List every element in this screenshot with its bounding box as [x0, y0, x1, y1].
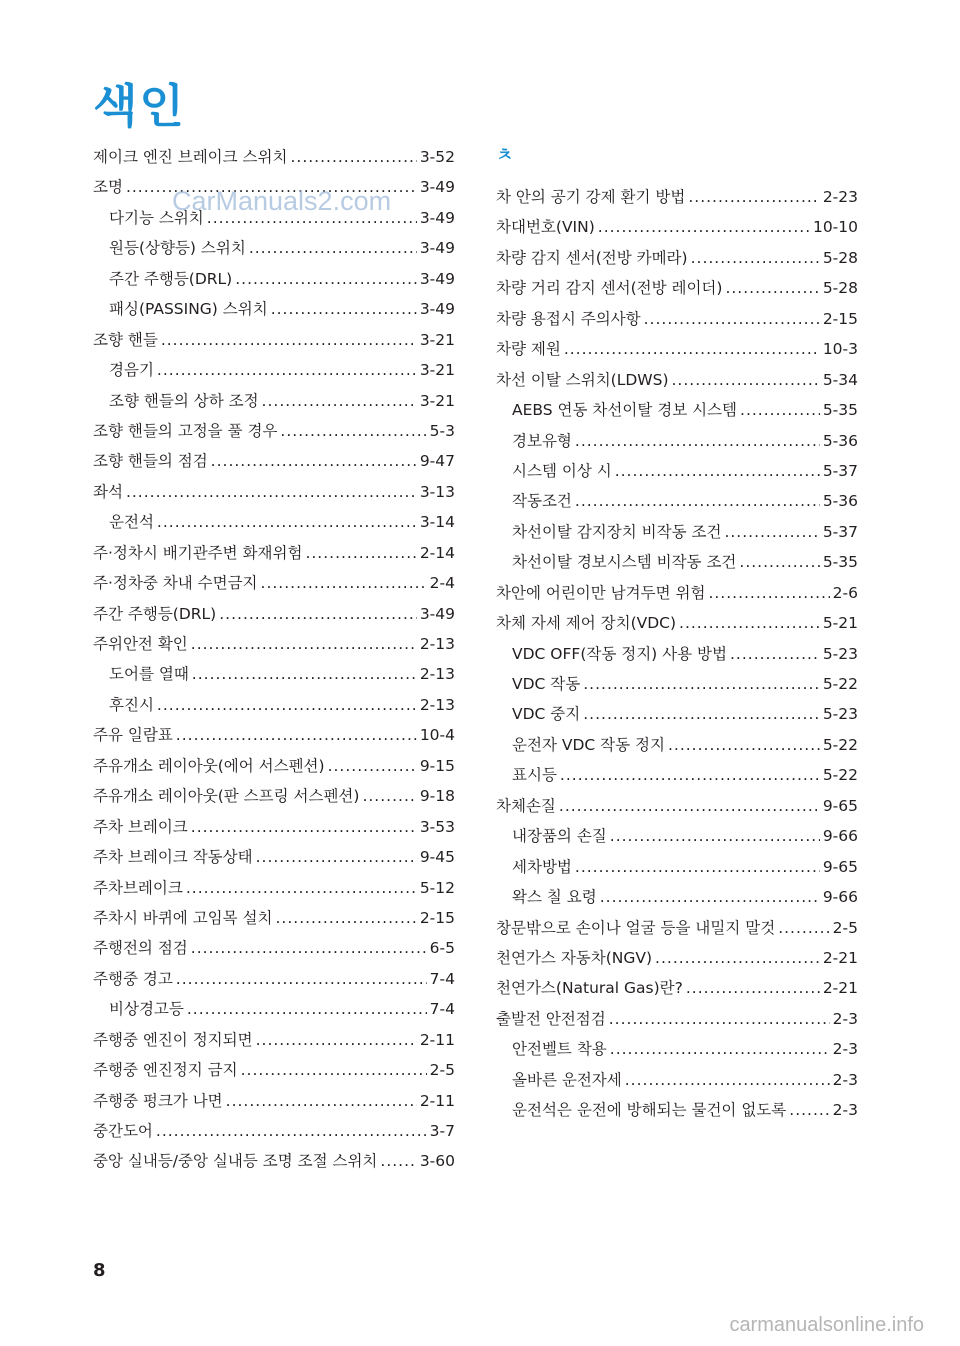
entry-page-ref: 2-15 [822, 309, 858, 328]
entry-page-ref: 6-5 [429, 939, 455, 958]
entry-label: 운전석 [109, 513, 154, 532]
entry-page-ref: 2-13 [419, 635, 455, 653]
entry-page-ref: 5-37 [822, 522, 858, 541]
dot-leader [725, 273, 819, 303]
entry-page-ref: 2-3 [832, 1070, 858, 1089]
entry-page-ref: 2-5 [832, 918, 858, 937]
entry-label: 원등(상향등) 스위치 [109, 239, 246, 258]
index-subentry [496, 821, 858, 851]
index-entry [496, 273, 858, 303]
index-entry [93, 964, 455, 994]
entry-label: 주행중 펑크가 나면 [93, 1091, 223, 1110]
entry-label: 차대번호(VIN) [496, 218, 595, 237]
index-entry [496, 608, 858, 638]
entry-page-ref: 5-28 [822, 279, 858, 298]
entry-label: 차량 감지 센서(전방 카메라) [496, 248, 688, 267]
dot-leader [672, 365, 820, 395]
index-subentry [496, 852, 858, 882]
entry-label: 주·정차시 배기관주변 화재위험 [93, 543, 303, 562]
entry-page-ref: 3-21 [419, 361, 455, 380]
dot-leader [575, 852, 820, 882]
dot-leader [187, 994, 427, 1024]
entry-page-ref: 3-53 [419, 817, 455, 836]
dot-leader [126, 477, 417, 507]
entry-page-ref: 2-23 [822, 188, 858, 206]
entry-label: AEBS 연동 차선이탈 경보 시스템 [512, 401, 738, 420]
entry-label: 차안에 어린이만 남겨두면 위험 [496, 583, 706, 602]
entry-page-ref: 2-11 [419, 1030, 455, 1049]
index-subentry [93, 690, 455, 720]
entry-page-ref: 2-5 [429, 1061, 455, 1080]
page-number: 8 [93, 1260, 106, 1281]
entry-page-ref: 5-34 [822, 370, 858, 389]
entry-label: 중간도어 [93, 1122, 153, 1140]
entry-label: 천연가스 자동차(NGV) [496, 948, 653, 967]
index-subentry [496, 1034, 858, 1064]
dot-leader [600, 882, 820, 912]
dot-leader [191, 933, 427, 963]
entry-label: 주간 주행등(DRL) [93, 604, 217, 623]
entry-label: 차량 제원 [496, 340, 561, 359]
entry-page-ref: 3-21 [419, 330, 455, 349]
entry-page-ref: 2-21 [822, 979, 858, 998]
entry-label: 운전석은 운전에 방해되는 물건이 없도록 [512, 1101, 787, 1120]
entry-label: 주차브레이크 [93, 878, 183, 897]
index-entry [93, 477, 455, 507]
entry-label: 차량 거리 감지 센서(전방 레이더) [496, 279, 723, 298]
entry-page-ref: 10-10 [812, 218, 858, 237]
entry-label: 올바른 운전자세 [512, 1070, 622, 1089]
index-entry [93, 568, 455, 598]
entry-label: 주유 일람표 [93, 726, 173, 745]
index-subentry [496, 395, 858, 425]
entry-page-ref: 5-23 [822, 644, 858, 663]
index-subentry [93, 659, 455, 689]
dot-leader [598, 212, 810, 242]
entry-label: 주행중 경고 [93, 969, 173, 988]
dot-leader [261, 568, 427, 598]
section-letter-heading: ㅊ [496, 145, 514, 166]
entry-label: 비상경고등 [109, 1000, 184, 1019]
entry-page-ref: 5-21 [822, 614, 858, 633]
dot-leader [740, 395, 820, 425]
entry-label: 주·정차중 차내 수면금지 [93, 574, 258, 593]
entry-page-ref: 2-3 [832, 1040, 858, 1059]
entry-label: 패싱(PASSING) 스위치 [109, 300, 268, 319]
index-entry [93, 142, 455, 172]
entry-label: 차량 용접시 주의사항 [496, 309, 641, 328]
dot-leader [560, 760, 820, 790]
index-subentry [496, 547, 858, 577]
entry-page-ref: 2-13 [419, 695, 455, 714]
entry-label: 조향 핸들의 고정을 풀 경우 [93, 421, 278, 440]
entry-page-ref: 3-7 [429, 1122, 455, 1140]
dot-leader [157, 507, 417, 537]
index-subentry [496, 426, 858, 456]
entry-page-ref: 9-65 [822, 796, 858, 815]
dot-leader [575, 486, 820, 516]
index-entry [496, 973, 858, 1003]
index-entry [496, 212, 858, 242]
entry-label: 제이크 엔진 브레이크 스위치 [93, 148, 288, 166]
entry-page-ref: 5-28 [822, 248, 858, 267]
entry-label: 차선이탈 경보시스템 비작동 조건 [512, 553, 737, 572]
entry-page-ref: 3-49 [419, 208, 455, 227]
dot-leader [191, 629, 417, 659]
dot-leader [186, 873, 417, 903]
entry-label: 차선 이탈 스위치(LDWS) [496, 370, 669, 389]
dot-leader [739, 547, 819, 577]
dot-leader [305, 538, 416, 568]
dot-leader [157, 690, 417, 720]
watermark-text: CarManuals2.com [172, 186, 392, 216]
index-subentry [496, 1095, 858, 1125]
index-entry [496, 304, 858, 334]
dot-leader [679, 608, 820, 638]
entry-label: VDC 작동 [512, 675, 581, 693]
entry-page-ref: 5-35 [822, 401, 858, 420]
index-column-right [496, 142, 858, 1126]
entry-page-ref: 5-22 [822, 735, 858, 754]
entry-label: 경음기 [109, 361, 154, 380]
index-subentry [93, 994, 455, 1024]
entry-label: 표시등 [512, 766, 557, 785]
entry-page-ref: 10-4 [419, 726, 455, 745]
index-subentry [496, 639, 858, 669]
entry-page-ref: 9-47 [419, 452, 455, 471]
dot-leader [156, 1116, 427, 1146]
index-entry [93, 1146, 455, 1176]
entry-page-ref: 3-49 [419, 239, 455, 258]
entry-page-ref: 3-14 [419, 513, 455, 532]
entry-label: 중앙 실내등/중앙 실내등 조명 조절 스위치 [93, 1152, 378, 1171]
index-entry [93, 781, 455, 811]
entry-page-ref: 2-21 [822, 948, 858, 967]
entry-label: 차체 자세 제어 장치(VDC) [496, 614, 677, 633]
index-subentry [93, 355, 455, 385]
index-entry [93, 842, 455, 872]
entry-label: 도어를 열때 [109, 665, 189, 684]
dot-leader [583, 699, 820, 729]
right-entries [496, 182, 858, 1126]
entry-label: 경보유형 [512, 431, 572, 450]
dot-leader [211, 446, 417, 476]
index-entry [93, 599, 455, 629]
index-entry [496, 943, 858, 973]
entry-label: 주유개소 레이아웃(에어 서스펜션) [93, 756, 325, 775]
dot-leader [691, 243, 820, 273]
entry-page-ref: 9-66 [822, 827, 858, 846]
dot-leader [328, 751, 417, 781]
index-entry [496, 365, 858, 395]
entry-page-ref: 5-22 [822, 675, 858, 693]
entry-label: 주행중 엔진정지 금지 [93, 1061, 238, 1080]
index-entry [496, 791, 858, 821]
entry-label: VDC 중지 [512, 705, 581, 724]
dot-leader [559, 791, 820, 821]
entry-label: 운전자 VDC 작동 정지 [512, 735, 665, 754]
dot-leader [610, 821, 820, 851]
dot-leader [191, 812, 417, 842]
dot-leader [219, 599, 417, 629]
entry-label: 조향 핸들의 점검 [93, 452, 208, 471]
entry-page-ref: 10-3 [822, 340, 858, 359]
dot-leader [262, 386, 417, 416]
dot-leader [362, 781, 416, 811]
index-subentry [496, 760, 858, 790]
dot-leader [615, 456, 820, 486]
footer-watermark: carmanualsonline.info [729, 1314, 924, 1336]
dot-leader [226, 1086, 417, 1116]
entry-label: 차체손질 [496, 796, 556, 815]
page-title: 색인 [93, 79, 186, 133]
entry-page-ref: 5-37 [822, 461, 858, 480]
dot-leader [249, 233, 417, 263]
entry-page-ref: 3-49 [419, 604, 455, 623]
entry-page-ref: 5-3 [429, 421, 455, 440]
index-subentry [93, 233, 455, 263]
dot-leader [256, 842, 417, 872]
entry-label: 세차방법 [512, 857, 572, 876]
dot-leader [564, 334, 820, 364]
entry-page-ref: 9-45 [419, 848, 455, 867]
dot-leader [583, 669, 820, 699]
entry-label: 조향 핸들의 상하 조정 [109, 391, 259, 410]
index-subentry [496, 730, 858, 760]
index-entry [496, 243, 858, 273]
dot-leader [708, 578, 829, 608]
index-column-left [93, 142, 455, 1177]
entry-page-ref: 3-49 [419, 300, 455, 319]
entry-page-ref: 9-66 [822, 888, 858, 907]
entry-label: 주차시 바퀴에 고임목 설치 [93, 908, 273, 927]
index-entry [93, 325, 455, 355]
entry-page-ref: 5-12 [419, 878, 455, 897]
dot-leader [235, 264, 417, 294]
entry-label: 차선이탈 감지장치 비작동 조건 [512, 522, 722, 541]
entry-page-ref: 3-49 [419, 178, 455, 197]
dot-leader [176, 720, 417, 750]
index-entry [93, 933, 455, 963]
index-entry [496, 1004, 858, 1034]
entry-label: 차 안의 공기 강제 환기 방법 [496, 188, 686, 206]
entry-page-ref: 5-22 [822, 766, 858, 785]
dot-leader [789, 1095, 829, 1125]
entry-label: 후진시 [109, 695, 154, 714]
dot-leader [380, 1146, 416, 1176]
dot-leader [290, 142, 416, 172]
index-subentry [496, 486, 858, 516]
dot-leader [688, 182, 819, 212]
index-subentry [496, 882, 858, 912]
index-entry [93, 903, 455, 933]
entry-label: 천연가스(Natural Gas)란? [496, 979, 683, 998]
entry-page-ref: 7-4 [429, 969, 455, 988]
index-subentry [93, 386, 455, 416]
entry-label: 주행전의 점검 [93, 939, 188, 958]
dot-leader [644, 304, 820, 334]
entry-page-ref: 5-36 [822, 431, 858, 450]
index-subentry [496, 456, 858, 486]
index-entry [496, 182, 858, 212]
entry-label: 조향 핸들 [93, 330, 158, 349]
index-subentry [496, 669, 858, 699]
dot-leader [157, 355, 417, 385]
entry-page-ref: 2-4 [429, 574, 455, 593]
entry-label: 왁스 칠 요령 [512, 888, 597, 907]
dot-leader [192, 659, 417, 689]
entry-page-ref: 9-18 [419, 787, 455, 806]
index-subentry [93, 264, 455, 294]
index-entry [496, 578, 858, 608]
dot-leader [625, 1065, 830, 1095]
dot-leader [176, 964, 427, 994]
entry-label: 출발전 안전점검 [496, 1009, 606, 1028]
index-entry [93, 416, 455, 446]
index-entry [93, 446, 455, 476]
dot-leader [276, 903, 417, 933]
dot-leader [575, 426, 820, 456]
index-entry [93, 1116, 455, 1146]
index-entry [496, 913, 858, 943]
entry-label: 안전벨트 착용 [512, 1040, 607, 1059]
index-entry [93, 751, 455, 781]
entry-label: VDC OFF(작동 정지) 사용 방법 [512, 644, 727, 663]
dot-leader [778, 913, 829, 943]
dot-leader [724, 517, 819, 547]
dot-leader [280, 416, 426, 446]
index-entry [93, 812, 455, 842]
dot-leader [730, 639, 820, 669]
dot-leader [610, 1034, 830, 1064]
entry-page-ref: 7-4 [429, 1000, 455, 1019]
entry-page-ref: 2-13 [419, 665, 455, 684]
dot-leader [655, 943, 820, 973]
entry-page-ref: 2-11 [419, 1091, 455, 1110]
entry-page-ref: 3-21 [419, 391, 455, 410]
entry-page-ref: 5-35 [822, 553, 858, 572]
dot-leader [271, 294, 417, 324]
index-subentry [93, 294, 455, 324]
index-entry [93, 1025, 455, 1055]
index-subentry [496, 699, 858, 729]
entry-page-ref: 2-14 [419, 543, 455, 562]
entry-page-ref: 3-52 [419, 148, 455, 166]
index-entry [93, 1055, 455, 1085]
entry-label: 다기능 스위치 [109, 208, 204, 227]
entry-page-ref: 9-15 [419, 756, 455, 775]
entry-page-ref: 5-23 [822, 705, 858, 724]
entry-page-ref: 9-65 [822, 857, 858, 876]
entry-label: 주간 주행등(DRL) [109, 269, 233, 288]
entry-page-ref: 3-13 [419, 482, 455, 501]
index-entry [93, 720, 455, 750]
entry-page-ref: 3-49 [419, 269, 455, 288]
dot-leader [686, 973, 820, 1003]
dot-leader [256, 1025, 417, 1055]
entry-label: 주차 브레이크 [93, 817, 188, 836]
index-entry [93, 629, 455, 659]
entry-label: 조명 [93, 178, 123, 197]
entry-page-ref: 2-3 [832, 1101, 858, 1120]
index-entry [93, 538, 455, 568]
entry-page-ref: 3-60 [419, 1152, 455, 1171]
index-entry [93, 873, 455, 903]
entry-label: 창문밖으로 손이나 얼굴 등을 내밀지 말것 [496, 918, 776, 937]
entry-label: 주행중 엔진이 정지되면 [93, 1030, 253, 1049]
entry-page-ref: 2-3 [832, 1009, 858, 1028]
entry-label: 시스템 이상 시 [512, 461, 612, 480]
dot-leader [241, 1055, 427, 1085]
dot-leader [609, 1004, 830, 1034]
entry-label: 작동조건 [512, 492, 572, 511]
dot-leader [161, 325, 417, 355]
entry-page-ref: 2-6 [832, 583, 858, 602]
entry-label: 내장품의 손질 [512, 827, 607, 846]
index-subentry [93, 507, 455, 537]
index-subentry [496, 517, 858, 547]
index-subentry [496, 1065, 858, 1095]
index-entry [93, 1086, 455, 1116]
entry-label: 주차 브레이크 작동상태 [93, 848, 253, 867]
entry-label: 주유개소 레이아웃(판 스프링 서스펜션) [93, 787, 360, 806]
entry-page-ref: 5-36 [822, 492, 858, 511]
index-entry [496, 334, 858, 364]
entry-label: 주위안전 확인 [93, 635, 188, 653]
entry-label: 좌석 [93, 482, 123, 501]
dot-leader [668, 730, 820, 760]
entry-page-ref: 2-15 [419, 908, 455, 927]
